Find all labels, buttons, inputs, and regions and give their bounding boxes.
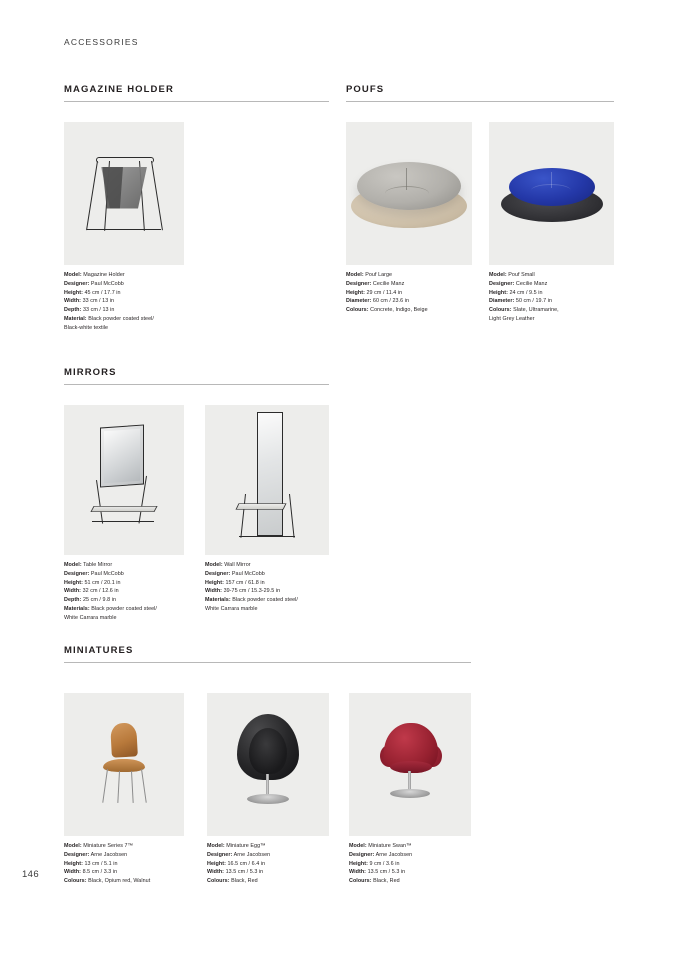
caption-label: Colours:: [489, 307, 512, 313]
magazine-holder-illustration: [79, 139, 169, 249]
caption-value: 29 cm / 11.4 in: [366, 289, 403, 296]
product-image-swan: [349, 693, 471, 836]
caption-value: 51 cm / 20.1 in: [84, 579, 121, 586]
caption-label: Material:: [64, 315, 87, 322]
caption-label: Designer:: [349, 851, 375, 858]
caption-value: 157 cm / 61.8 in: [225, 579, 265, 586]
caption-value: Wall Mirror: [224, 562, 251, 568]
caption-value: 33 cm / 13 in: [82, 298, 115, 305]
caption-label: Width:: [64, 588, 82, 595]
caption-label: Designer:: [207, 851, 233, 858]
caption-label: Designer:: [205, 570, 231, 577]
caption-label: Model:: [64, 272, 82, 278]
product-image-egg: [207, 693, 329, 836]
caption-label: Width:: [205, 588, 223, 595]
caption-value: Cecilie Manz: [515, 280, 548, 287]
caption-value: 24 cm / 9.5 in: [509, 289, 543, 296]
caption-label: Materials:: [64, 605, 90, 612]
caption-value: Black-white textile: [64, 324, 109, 331]
caption-value: Miniature Egg™: [226, 843, 266, 849]
table-mirror-illustration: [84, 420, 164, 540]
caption-label: Height:: [64, 289, 83, 296]
caption-value: 8.5 cm / 3.3 in: [82, 869, 118, 876]
product-image-magazine-holder: [64, 122, 184, 265]
caption-value: 45 cm / 17.7 in: [84, 289, 121, 296]
caption-value: 60 cm / 23.6 in: [372, 298, 409, 305]
caption-value: Pouf Large: [365, 272, 393, 278]
caption-value: Light Grey Leather: [489, 315, 535, 322]
caption-value: Paul McCobb: [231, 570, 265, 577]
section-title: POUFS: [346, 84, 385, 95]
section-title: MIRRORS: [64, 367, 117, 378]
product-caption: [346, 271, 472, 315]
caption-label: Width:: [349, 869, 367, 876]
section-mirrors: [64, 367, 329, 635]
pouf-large-illustration: [349, 154, 469, 234]
caption-value: Cecilie Manz: [372, 280, 405, 287]
section-title: MAGAZINE HOLDER: [64, 84, 174, 95]
caption-label: Designer:: [64, 851, 90, 858]
caption-label: Colours:: [349, 878, 372, 884]
caption-value: Black powder coated steel/: [88, 315, 154, 322]
caption-label: Model:: [64, 562, 82, 568]
section-magazine-holder: [64, 84, 329, 331]
caption-value: Black powder coated steel/: [232, 597, 298, 603]
caption-label: Width:: [207, 869, 225, 876]
product-image-series-7: [64, 693, 184, 836]
caption-label: Depth:: [64, 307, 82, 313]
caption-label: Height:: [489, 289, 508, 296]
caption-value: Miniature Series 7™: [83, 843, 134, 849]
caption-value: Paul McCobb: [90, 280, 124, 287]
page-number: 146: [22, 869, 40, 880]
caption-label: Colours:: [207, 878, 230, 884]
product-card-swan[interactable]: [349, 693, 471, 886]
caption-label: Colours:: [64, 878, 87, 884]
section-items: [64, 102, 329, 331]
caption-label: Colours:: [346, 307, 369, 313]
caption-label: Designer:: [346, 280, 372, 287]
caption-value: Pouf Small: [508, 272, 535, 278]
product-image-pouf-small: [489, 122, 614, 265]
product-caption: [207, 842, 329, 886]
caption-label: Height:: [207, 860, 226, 867]
caption-label: Designer:: [489, 280, 515, 287]
caption-label: Model:: [489, 272, 507, 278]
caption-label: Model:: [205, 562, 223, 568]
caption-value: 13 cm / 5.1 in: [84, 860, 118, 867]
caption-value: Miniature Swan™: [368, 843, 412, 849]
caption-label: Designer:: [64, 570, 90, 577]
caption-label: Model:: [346, 272, 364, 278]
caption-value: 32 cm / 12.6 in: [82, 588, 119, 595]
section-items: [346, 102, 614, 322]
product-caption: [64, 271, 184, 332]
caption-value: 50 cm / 19.7 in: [515, 298, 552, 305]
section-poufs: [346, 84, 614, 322]
caption-value: 13.5 cm / 5.3 in: [367, 869, 406, 876]
caption-label: Height:: [349, 860, 368, 867]
product-image-pouf-large: [346, 122, 472, 265]
product-card-table-mirror[interactable]: [64, 405, 184, 622]
caption-value: Black, Red: [231, 878, 258, 884]
caption-label: Width:: [64, 869, 82, 876]
caption-value: 13.5 cm / 5.3 in: [225, 869, 264, 876]
caption-value: Arne Jacobsen: [375, 851, 413, 858]
caption-value: 9 cm / 3.6 in: [369, 860, 400, 867]
caption-value: Concrete, Indigo, Beige: [370, 307, 428, 313]
caption-label: Diameter:: [489, 298, 515, 305]
caption-value: Slate, Ultramarine,: [513, 307, 559, 313]
caption-label: Depth:: [64, 597, 82, 603]
caption-value: Arne Jacobsen: [90, 851, 128, 858]
pouf-small-illustration: [497, 158, 607, 230]
caption-label: Height:: [346, 289, 365, 296]
product-image-wall-mirror: [205, 405, 329, 555]
caption-label: Model:: [207, 843, 225, 849]
caption-label: Height:: [64, 860, 83, 867]
caption-label: Height:: [205, 579, 224, 586]
section-miniatures: [64, 645, 471, 903]
product-caption: [64, 561, 184, 622]
product-caption: [349, 842, 471, 886]
caption-value: White Carrara marble: [205, 605, 258, 612]
caption-value: Black powder coated steel/: [91, 605, 157, 612]
caption-value: 39-75 cm / 15.3-29.5 in: [223, 588, 281, 595]
caption-value: Black, Red: [373, 878, 400, 884]
series-7-chair-illustration: [89, 715, 159, 815]
caption-label: Diameter:: [346, 298, 372, 305]
product-image-table-mirror: [64, 405, 184, 555]
product-card-wall-mirror[interactable]: [205, 405, 329, 614]
caption-value: Arne Jacobsen: [233, 851, 271, 858]
product-caption: [205, 561, 329, 614]
caption-label: Model:: [349, 843, 367, 849]
caption-value: Magazine Holder: [83, 272, 125, 278]
product-caption: [64, 842, 184, 886]
caption-value: Paul McCobb: [90, 570, 124, 577]
product-card-egg[interactable]: [207, 693, 329, 886]
swan-chair-illustration: [370, 715, 450, 815]
caption-label: Height:: [64, 579, 83, 586]
product-card-pouf-large[interactable]: [346, 122, 472, 315]
caption-label: Materials:: [205, 597, 231, 603]
caption-label: Designer:: [64, 280, 90, 287]
section-items: [64, 663, 471, 903]
page-category: ACCESSORIES: [64, 37, 139, 47]
caption-value: Black, Opium red, Walnut: [88, 878, 151, 884]
product-caption: [489, 271, 614, 324]
product-card-magazine-holder[interactable]: [64, 122, 184, 332]
section-items: [64, 385, 329, 635]
caption-value: White Carrara marble: [64, 614, 117, 621]
caption-value: 16.5 cm / 6.4 in: [227, 860, 266, 867]
caption-value: 25 cm / 9.8 in: [82, 597, 116, 603]
section-title: MINIATURES: [64, 645, 134, 656]
caption-label: Model:: [64, 843, 82, 849]
caption-label: Width:: [64, 298, 82, 305]
wall-mirror-illustration: [217, 410, 317, 550]
product-card-pouf-small[interactable]: [489, 122, 614, 324]
caption-value: Table Mirror: [83, 562, 113, 568]
caption-value: 33 cm / 13 in: [82, 307, 115, 313]
product-card-series-7[interactable]: [64, 693, 184, 886]
egg-chair-illustration: [225, 710, 311, 820]
